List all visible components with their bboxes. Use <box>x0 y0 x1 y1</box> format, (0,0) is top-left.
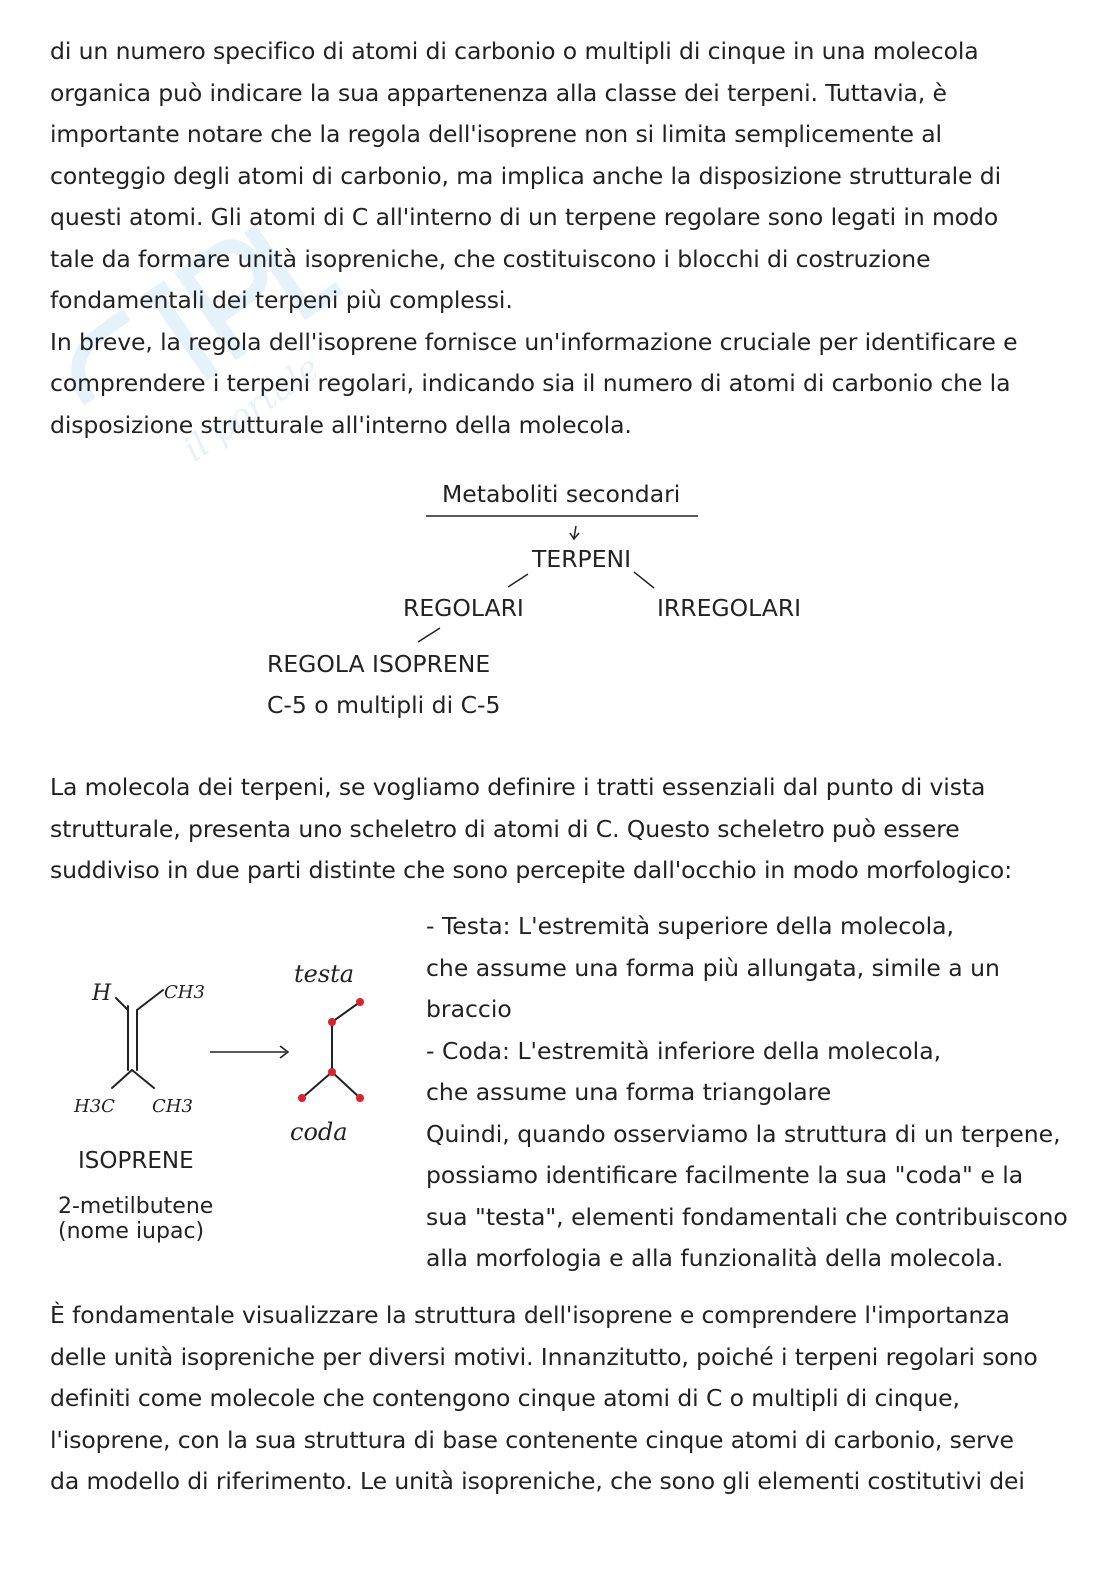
iupac-note: (nome iupac) <box>58 1219 205 1244</box>
scheme-regolari: REGOLARI <box>403 594 524 622</box>
atom-h: H <box>92 981 112 1006</box>
scheme-terpeni: TERPENI <box>532 545 632 573</box>
text-line: possiamo identificare facilmente la sua "coda" e la <box>426 1161 1024 1189</box>
scheme-connectors <box>0 0 1116 700</box>
text-line: che assume una forma triangolare <box>426 1078 832 1106</box>
isoprene-skeleton <box>302 1002 360 1098</box>
atom-ch3-top: CH3 <box>164 982 205 1003</box>
text-line: - Testa: L'estremità superiore della molecola, <box>426 912 955 940</box>
isoprene-name: ISOPRENE <box>78 1148 194 1174</box>
middle-paragraph <box>50 767 1080 892</box>
iupac-name: 2-metilbutene <box>58 1194 214 1219</box>
text-line: definiti come molecole che contengono cinque atomi di C o multipli di cinque, <box>50 1384 960 1412</box>
text-line: suddiviso in due parti distinte che sono percepite dall'occhio in modo morfologico: <box>50 856 1013 884</box>
text-line: organica può indicare la sua appartenenza alla classe dei terpeni. Tuttavia, è <box>50 78 947 107</box>
text-line: questi atomi. Gli atomi di C all'interno di un terpene regolare sono legati in modo <box>50 203 999 231</box>
text-line: che assume una forma più allungata, simile a un <box>426 953 1000 982</box>
label-testa: testa <box>294 960 355 988</box>
svg-text:il portale: il portale <box>176 348 327 471</box>
text-line: sua "testa", elementi fondamentali che contribuiscono <box>426 1202 1068 1231</box>
text-line: conteggio degli atomi di carbonio, ma implica anche la disposizione strutturale di <box>50 161 1002 190</box>
label-coda: coda <box>290 1118 348 1146</box>
arrow-icon <box>210 1046 288 1058</box>
text-line: In breve, la regola dell'isoprene fornisce un'informazione cruciale per identificare e <box>50 327 1018 356</box>
text-line: La molecola dei terpeni, se vogliamo definire i tratti essenziali dal punto di vista <box>50 773 986 801</box>
text-line: disposizione strutturale all'interno della molecola. <box>50 410 632 439</box>
final-paragraph <box>50 1295 1080 1503</box>
scheme-rule: REGOLA ISOPRENE <box>267 650 491 678</box>
text-line: strutturale, presenta uno scheletro di atomi di C. Questo scheletro può essere <box>50 814 960 843</box>
text-line: alla morfologia e alla funzionalità della molecola. <box>426 1244 1004 1272</box>
text-line: È fondamentale visualizzare la struttura dell'isoprene e comprendere l'importanza <box>50 1301 1010 1329</box>
side-paragraph <box>426 906 1086 1280</box>
text-line: comprendere i terpeni regolari, indicando sia il numero di atomi di carbonio che la <box>50 369 1011 397</box>
text-line: l'isoprene, con la sua struttura di base contenente cinque atomi di carbonio, serve <box>50 1425 1014 1454</box>
text-line: braccio <box>426 995 512 1023</box>
text-line: da modello di riferimento. Le unità isopreniche, che sono gli elementi costitutivi dei <box>50 1467 1025 1495</box>
text-line: delle unità isopreniche per diversi motivi. Innanzitutto, poiché i terpeni regolari sono <box>50 1342 1038 1371</box>
scheme-root: Metaboliti secondari <box>442 480 681 508</box>
text-line: - Coda: L'estremità inferiore della molecola, <box>426 1036 942 1065</box>
scheme-irregolari: IRREGOLARI <box>657 594 802 622</box>
isoprene-drawing <box>40 940 400 1150</box>
atom-ch3-bottom: CH3 <box>152 1096 193 1117</box>
atom-h3c: H3C <box>74 1096 115 1117</box>
text-line: tale da formare unità isopreniche, che costituiscono i blocchi di costruzione <box>50 244 931 273</box>
text-line: fondamentali dei terpeni più complessi. <box>50 286 513 314</box>
scheme-rule-detail: C-5 o multipli di C-5 <box>267 691 501 719</box>
text-line: Quindi, quando osserviamo la struttura di un terpene, <box>426 1119 1061 1148</box>
text-line: importante notare che la regola dell'isoprene non si limita semplicemente al <box>50 120 942 148</box>
text-line: di un numero specifico di atomi di carbonio o multipli di cinque in una molecola <box>50 37 979 65</box>
